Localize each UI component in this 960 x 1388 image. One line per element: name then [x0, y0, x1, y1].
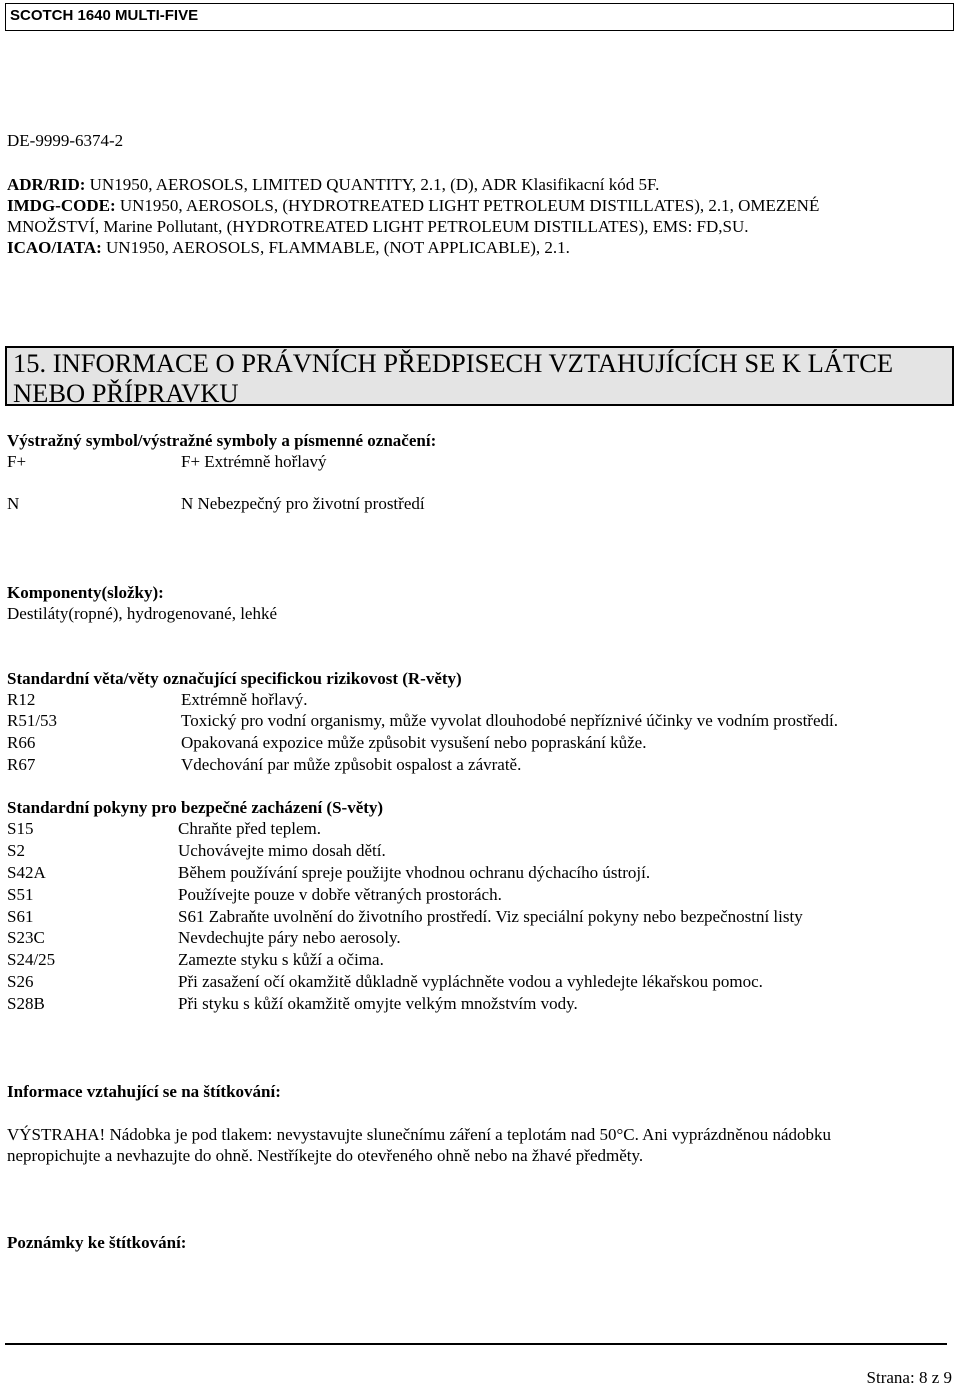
r-phrase-text: Toxický pro vodní organismy, může vyvolat dlouhodobé nepříznivé účinky ve vodním prostředí. [181, 711, 838, 730]
product-title: SCOTCH 1640 MULTI-FIVE [10, 7, 199, 24]
r-phrase-row [7, 711, 947, 732]
s-phrase-row [7, 928, 947, 949]
footer-divider [5, 1343, 947, 1345]
s-phrase-row [7, 863, 947, 884]
s-phrase-code: S51 [7, 885, 34, 904]
s-phrase-text: Používejte pouze v dobře větraných prostorách. [178, 885, 502, 904]
s-phrase-text: S61 Zabraňte uvolnění do životního prostředí. Viz speciální pokyny nebo bezpečnostní listy [178, 907, 803, 926]
adr-text: UN1950, AEROSOLS, LIMITED QUANTITY, 2.1, (D), ADR Klasifikacní kód 5F. [85, 175, 660, 194]
r-phrase-row [7, 755, 947, 776]
s-phrases-heading: Standardní pokyny pro bezpečné zacházení (S-věty) [7, 798, 384, 817]
symbol-row [7, 452, 947, 473]
symbol-code: N [7, 494, 20, 513]
adr-line [7, 175, 659, 195]
s-phrase-code: S23C [7, 928, 45, 947]
symbol-code: F+ [7, 452, 27, 471]
symbol-text: F+ Extrémně hořlavý [181, 452, 327, 471]
s-phrase-code: S2 [7, 841, 25, 860]
imdg-label: IMDG-CODE: [7, 196, 116, 215]
page-number: Strana: 8 z 9 [866, 1368, 952, 1387]
r-phrases-heading: Standardní věta/věty označující specifickou rizikovost (R-věty) [7, 669, 462, 688]
icao-text: UN1950, AEROSOLS, FLAMMABLE, (NOT APPLICABLE), 2.1. [101, 238, 570, 257]
s-phrase-row [7, 885, 947, 906]
s-phrase-row [7, 907, 947, 928]
icao-label: ICAO/IATA: [7, 238, 102, 257]
section-15-title: 15. INFORMACE O PRÁVNÍCH PŘEDPISECH VZTAHUJÍCÍCH SE K LÁTCE NEBO PŘÍPRAVKU [13, 348, 894, 408]
r-phrase-code: R66 [7, 733, 36, 752]
components-text: Destiláty(ropné), hydrogenované, lehké [7, 604, 278, 623]
r-phrase-code: R67 [7, 755, 36, 774]
imdg-text-1: UN1950, AEROSOLS, (HYDROTREATED LIGHT PETROLEUM DISTILLATES), 2.1, OMEZENÉ [115, 196, 820, 215]
s-phrase-row [7, 950, 947, 971]
labeling-line-1: VÝSTRAHA! Nádobka je pod tlakem: nevystavujte slunečnímu záření a teplotám nad 50°C. Ani vyprázdněnou nádobku [7, 1125, 832, 1144]
symbol-text: N Nebezpečný pro životní prostředí [181, 494, 425, 513]
s-phrase-text: Při styku s kůží okamžitě omyjte velkým množstvím vody. [178, 994, 578, 1013]
notes-heading: Poznámky ke štítkování: [7, 1233, 187, 1252]
labeling-line-2: nepropichujte a nevhazujte do ohně. Nestříkejte do otevřeného ohně nebo na žhavé předměty. [7, 1146, 644, 1165]
s-phrase-code: S28B [7, 994, 45, 1013]
s-phrase-code: S26 [7, 972, 34, 991]
imdg-line-1 [7, 196, 819, 216]
s-phrase-code: S42A [7, 863, 46, 882]
s-phrase-text: Chraňte před teplem. [178, 819, 322, 838]
symbol-row [7, 494, 947, 515]
s-phrase-code: S24/25 [7, 950, 56, 969]
section-15-header [5, 346, 954, 406]
s-phrase-row [7, 972, 947, 993]
s-phrase-row [7, 841, 947, 862]
adr-label: ADR/RID: [7, 175, 86, 194]
s-phrase-text: Během používání spreje použijte vhodnou ochranu dýchacího ústrojí. [178, 863, 651, 882]
r-phrase-code: R12 [7, 690, 36, 709]
s-phrase-code: S61 [7, 907, 34, 926]
symbols-heading: Výstražný symbol/výstražné symboly a písmenné označení: [7, 431, 437, 450]
r-phrase-text: Opakovaná expozice může způsobit vysušení nebo popraskání kůže. [181, 733, 647, 752]
document-id: DE-9999-6374-2 [7, 131, 124, 150]
r-phrase-text: Vdechování par může způsobit ospalost a závratě. [181, 755, 522, 774]
s-phrase-row [7, 994, 947, 1015]
s-phrase-text: Zamezte styku s kůží a očima. [178, 950, 384, 969]
imdg-line-2: MNOŽSTVÍ, Marine Pollutant, (HYDROTREATED LIGHT PETROLEUM DISTILLATES), EMS: FD,SU. [7, 217, 749, 236]
s-phrase-text: Uchovávejte mimo dosah dětí. [178, 841, 386, 860]
s-phrase-row [7, 819, 947, 840]
r-phrase-code: R51/53 [7, 711, 58, 730]
r-phrase-row [7, 733, 947, 754]
icao-line [7, 238, 570, 258]
r-phrase-row [7, 690, 947, 711]
s-phrase-text: Nevdechujte páry nebo aerosoly. [178, 928, 401, 947]
r-phrase-text: Extrémně hořlavý. [181, 690, 308, 709]
document-header [5, 3, 954, 31]
components-heading: Komponenty(složky): [7, 583, 164, 602]
labeling-heading: Informace vztahující se na štítkování: [7, 1082, 281, 1101]
s-phrase-text: Při zasažení očí okamžitě důkladně vypláchněte vodou a vyhledejte lékařskou pomoc. [178, 972, 763, 991]
s-phrase-code: S15 [7, 819, 34, 838]
